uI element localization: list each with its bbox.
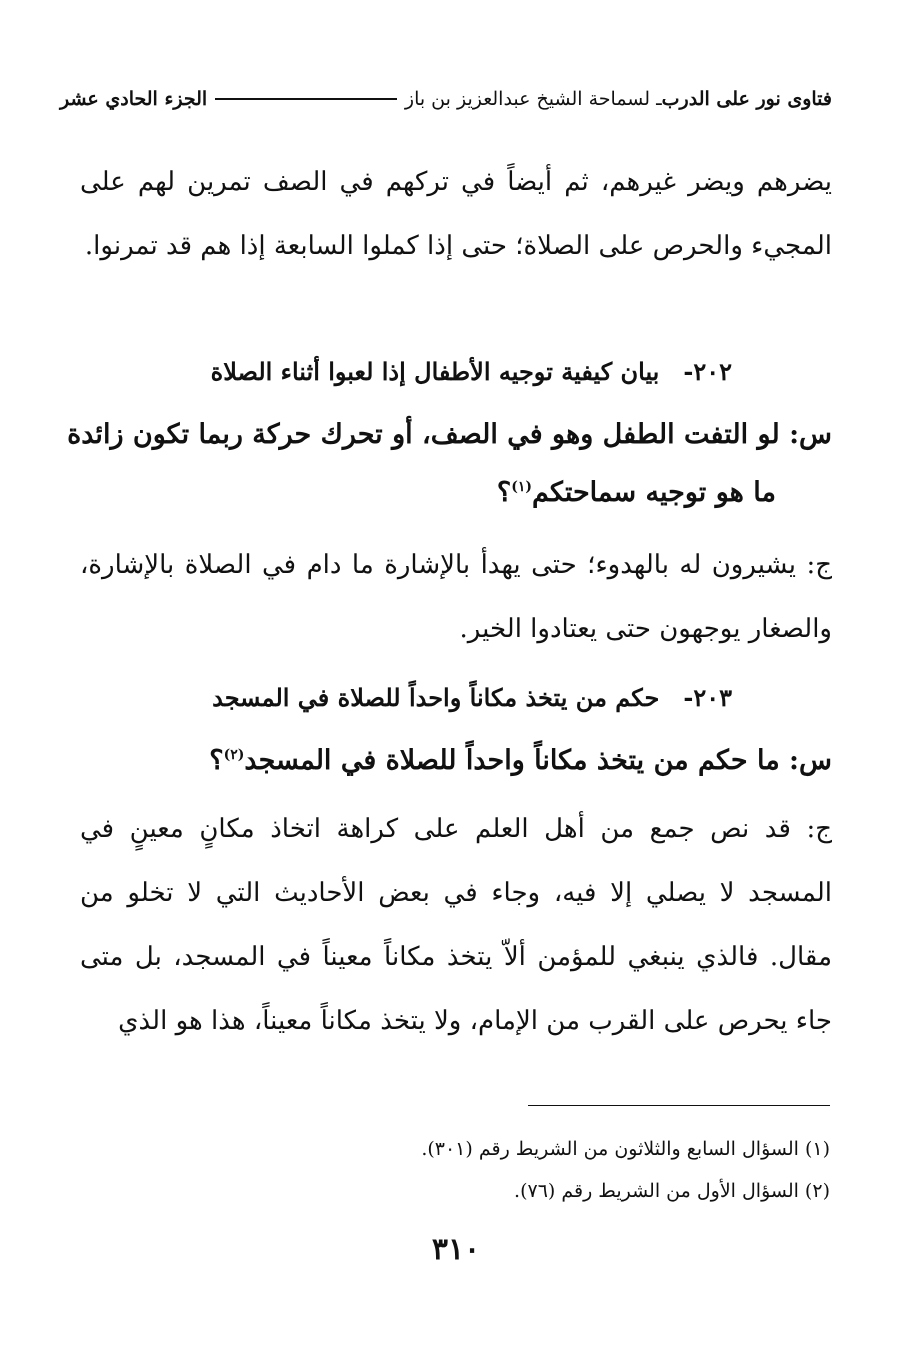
section-title-203: حكم من يتخذ مكاناً واحداً للصلاة في المسجد [212, 683, 660, 712]
question-202-line2: ما هو توجيه سماحتكم$^{(١)}$؟ [496, 477, 776, 508]
header-rule [215, 98, 397, 100]
footnote-ref-1: (١) [511, 479, 532, 495]
footnote-separator [528, 1105, 830, 1106]
answer-202: ج: يشيرون له بالهدوء؛ حتى يهدأ بالإشارة ما دام في الصلاة بالإشارة، والصغار يوجهون حتى يعتادوا الخير. [80, 550, 832, 644]
question-202-line1: س: لو التفت الطفل وهو في الصف، أو تحرك حركة ربما تكون زائدة [67, 419, 832, 450]
author-line: ـ لسماحة الشيخ عبدالعزيز بن باز [404, 88, 662, 110]
footnote-1: (١) السؤال السابع والثلاثون من الشريط رقم (٣٠١). [421, 1138, 830, 1160]
question-202 [60, 406, 832, 522]
section-title-202: بيان كيفية توجيه الأطفال إذا لعبوا أثناء الصلاة [210, 357, 660, 386]
running-header [60, 88, 832, 110]
footnote-ref-2: (٢) [223, 747, 245, 763]
footnotes [330, 1128, 830, 1212]
section-heading-203 [132, 678, 732, 718]
section-heading-202 [132, 352, 732, 392]
volume-label: الجزء الحادي عشر [60, 88, 208, 110]
question-203: س: ما حكم من يتخذ مكاناً واحداً للصلاة في المسجد$^{(٢)}$؟ [209, 745, 832, 776]
section-number-202: ٢٠٢- [683, 357, 732, 386]
footnote-2: (٢) السؤال الأول من الشريط رقم (٧٦). [514, 1180, 830, 1202]
intro-paragraph: يضرهم ويضر غيرهم، ثم أيضاً في تركهم في الصف تمرين لهم على المجيء والحرص على الصلاة؛ حتى إذا كملوا السابعة إذا هم قد تمرنوا. [80, 167, 832, 261]
page-number: ٣١٠ [431, 1232, 481, 1267]
answer-203: ج: قد نص جمع من أهل العلم على كراهة اتخاذ مكانٍ معينٍ في المسجد لا يصلي إلا فيه، وجاء في بعض الأحاديث التي لا تخلو من مقال. فالذي ينبغي للمؤمن ألاّ يتخذ مكاناً معيناً في المسجد، بل متى جاء يحرص على القرب من الإمام، ولا يتخذ مكاناً معيناً، هذا هو الذي [80, 814, 832, 1036]
section-number-203: ٢٠٣- [683, 683, 732, 712]
book-title: فتاوى نور على الدرب [661, 88, 832, 110]
